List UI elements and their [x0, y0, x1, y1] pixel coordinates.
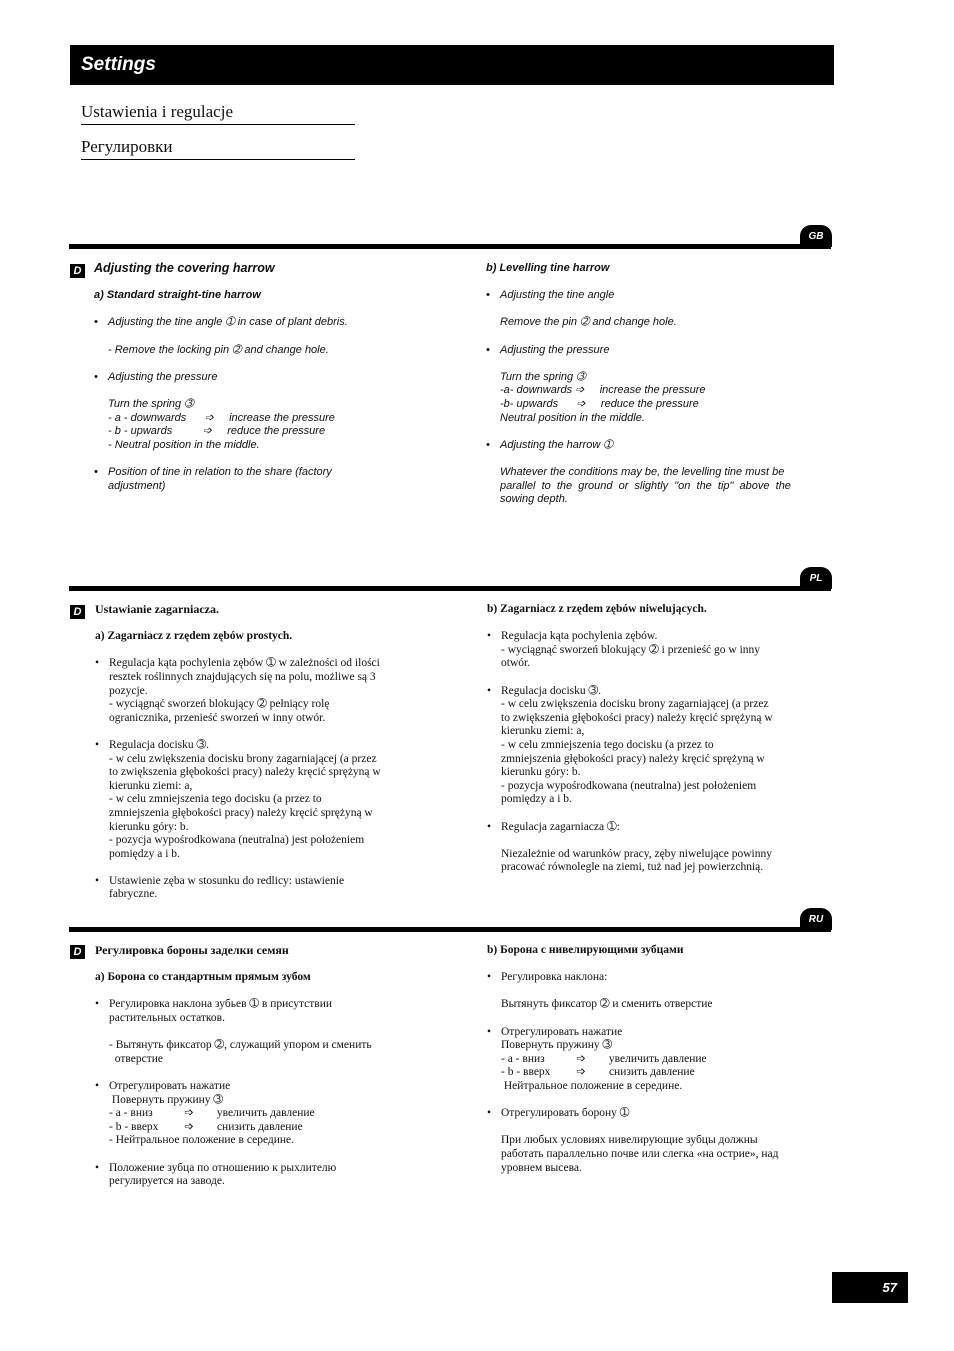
spacer — [94, 276, 394, 290]
text-line: zmniejszenia głębokości pracy) należy kręcić sprężyną w — [501, 752, 765, 765]
text-line: Niezależnie od warunków pracy, zęby niwelujące powinny — [501, 847, 772, 860]
spacer — [95, 725, 425, 739]
section-marker-gb: D — [70, 264, 85, 278]
spacer — [487, 671, 817, 685]
bullet-item — [95, 1162, 425, 1189]
text-line: - pozycja wypośrodkowana (neutralna) jest położeniem — [501, 779, 757, 792]
text-line: - wyciągnąć sworzeń blokujący ➁ pełniący rolę — [109, 698, 330, 711]
bullet-item — [487, 630, 817, 671]
section-rule-ru — [69, 927, 831, 932]
text-line: уровнем высева. — [501, 1161, 582, 1174]
text-line: adjustment) — [108, 479, 166, 492]
subsection-heading: а) Борона со стандартным прямым зубом — [95, 971, 311, 984]
spacer — [486, 303, 811, 317]
text-line: - a - вниз ➩ увеличить давление — [501, 1052, 707, 1065]
text-line: Ustawienie zęba w stosunku do redlicy: ustawienie — [109, 874, 345, 887]
spacer — [487, 834, 817, 848]
text-line: - b - вверх ➩ снизить давление — [501, 1066, 695, 1079]
bullet-icon: • — [486, 438, 490, 451]
text-line: - wyciągnąć sworzeń blokujący ➁ i przenieść go w inny — [501, 643, 761, 656]
bullet-icon: • — [95, 657, 100, 670]
bullet-icon: • — [487, 684, 492, 697]
bullet-item — [487, 1107, 817, 1121]
bullet-icon: • — [94, 370, 98, 383]
text-line: Regulacja docisku ➂. — [501, 684, 602, 697]
spacer — [486, 357, 811, 371]
text-line: - a - вниз ➩ увеличить давление — [109, 1107, 315, 1120]
bullet-item — [487, 685, 817, 807]
bullet-item — [487, 1026, 817, 1094]
spacer — [94, 357, 394, 371]
lang-badge-pl: PL — [800, 567, 832, 589]
text-line: Turn the spring ➂ — [108, 397, 194, 410]
text-block — [487, 1134, 817, 1175]
bullet-icon: • — [95, 1079, 100, 1092]
spacer — [486, 425, 811, 439]
bullet-item — [486, 439, 811, 453]
text-block — [95, 1039, 425, 1066]
text-line: Вытянуть фиксатор ➁ и сменить отверстие — [501, 998, 713, 1011]
text-line: ogranicznika, przenieść sworzeń w inny otwór. — [109, 711, 326, 724]
subtitle-russian: Регулировки — [81, 136, 355, 160]
bullet-item — [94, 466, 394, 493]
subtitle-polish: Ustawienia i regulacje — [81, 101, 355, 125]
gb-left-column — [94, 262, 394, 493]
bullet-item — [486, 289, 811, 303]
text-line: Whatever the conditions may be, the levelling tine must be — [500, 465, 785, 478]
ru-left-column — [95, 944, 425, 1189]
text-line: - b - вверх ➩ снизить давление — [109, 1120, 303, 1133]
spacer — [94, 384, 394, 398]
spacer — [95, 1148, 425, 1162]
spacer — [95, 1026, 425, 1040]
spacer — [487, 985, 817, 999]
text-line: -b- upwards ➩ reduce the pressure — [500, 397, 699, 410]
bullet-item — [94, 371, 394, 385]
text-line: - Нейтральное положение в середине. — [109, 1134, 295, 1147]
text-line: Adjusting the pressure — [108, 370, 218, 383]
spacer — [487, 958, 817, 972]
gb-right-column — [486, 262, 811, 507]
bullet-icon: • — [487, 971, 492, 984]
bullet-icon: • — [95, 874, 100, 887]
text-line: otwór. — [501, 657, 531, 670]
bullet-icon: • — [95, 738, 100, 751]
text-line: Regulacja kąta pochylenia zębów. — [501, 630, 658, 643]
section-rule-gb — [69, 244, 831, 249]
spacer — [487, 1121, 817, 1135]
text-line: - w celu zwiększenia docisku brony zagarniającej (a przez — [501, 698, 769, 711]
text-line: pracować równolegle na ziemi, tuż nad jej powierzchnią. — [501, 861, 764, 874]
text-line: kierunku góry: b. — [109, 820, 189, 833]
spacer — [486, 452, 811, 466]
bullet-icon: • — [95, 1161, 100, 1174]
text-line: pozycje. — [109, 684, 148, 697]
text-line: - Remove the locking pin ➁ and change hole. — [108, 343, 329, 356]
text-line: - w celu zwiększenia docisku brony zagarniającej (a przez — [109, 752, 377, 765]
bullet-icon: • — [487, 820, 492, 833]
text-line: Нейтральное положение в середине. — [501, 1079, 683, 1092]
text-line: Turn the spring ➂ — [500, 370, 586, 383]
text-line: resztek roślinnych znajdujących się na polu, możliwe są 3 — [109, 670, 376, 683]
subsection-heading: a) Zagarniacz z rzędem zębów prostych. — [95, 630, 293, 643]
bullet-icon: • — [487, 1025, 492, 1038]
text-line: - w celu zmniejszenia tego docisku (a przez to — [109, 793, 322, 806]
lang-badge-ru: RU — [800, 908, 832, 930]
spacer — [95, 861, 425, 875]
spacer — [95, 644, 425, 658]
spacer — [94, 452, 394, 466]
page-number: 57 — [832, 1272, 908, 1303]
bullet-item — [95, 1080, 425, 1148]
text-line: pomiędzy a i b. — [109, 847, 180, 860]
bullet-icon: • — [486, 343, 490, 356]
header-bar — [70, 45, 834, 85]
bullet-item — [487, 821, 817, 835]
bullet-item — [94, 316, 394, 330]
section-marker-pl: D — [70, 605, 85, 619]
text-line: Отрегулировать борону ➀ — [501, 1107, 630, 1120]
spacer — [487, 1094, 817, 1108]
text-line: Adjusting the pressure — [500, 343, 610, 356]
text-line: Отрегулировать нажатие — [501, 1025, 623, 1038]
text-line: работать параллельно почве или слегка «на острие», над — [501, 1147, 779, 1160]
spacer — [487, 617, 817, 631]
text-line: Повернуть пружину ➂ — [109, 1093, 224, 1106]
ru-right-column — [487, 944, 817, 1175]
spacer — [487, 1012, 817, 1026]
text-line: При любых условиях нивелирующие зубцы должны — [501, 1134, 758, 1147]
text-block — [94, 344, 394, 358]
text-line: - Neutral position in the middle. — [108, 438, 260, 451]
text-block — [94, 398, 394, 452]
spacer — [486, 330, 811, 344]
text-line: sowing depth. — [500, 493, 568, 506]
text-line: - pozycja wypośrodkowana (neutralna) jest położeniem — [109, 834, 365, 847]
text-line: fabryczne. — [109, 888, 158, 901]
lang-badge-gb: GB — [800, 225, 832, 247]
text-line: Отрегулировать нажатие — [109, 1079, 231, 1092]
text-line: - a - downwards ➩ increase the pressure — [108, 411, 335, 424]
text-line: Adjusting the harrow ➀ — [500, 438, 613, 451]
text-line: Position of tine in relation to the share (factory — [108, 465, 332, 478]
section-marker-ru: D — [70, 945, 85, 959]
section-rule-pl — [69, 586, 831, 591]
text-line: Neutral position in the middle. — [500, 411, 645, 424]
bullet-item — [95, 657, 425, 725]
text-block — [486, 466, 811, 507]
text-line: - Вытянуть фиксатор ➁, служащий упором и сменить — [109, 1039, 372, 1052]
text-line: Remove the pin ➁ and change hole. — [500, 316, 677, 329]
bullet-item — [95, 739, 425, 861]
text-line: - w celu zmniejszenia tego docisku (a przez to — [501, 738, 714, 751]
bullet-icon: • — [487, 1107, 492, 1120]
text-block — [486, 371, 811, 425]
bullet-item — [95, 875, 425, 902]
bullet-icon: • — [486, 289, 490, 302]
spacer — [486, 276, 811, 290]
section-heading: Регулировка бороны заделки семян — [95, 943, 289, 957]
bullet-icon: • — [94, 316, 98, 329]
text-line: Регулировка наклона: — [501, 971, 608, 984]
header-title: Settings — [81, 54, 156, 75]
text-line: отверстие — [109, 1052, 163, 1065]
text-line: Adjusting the tine angle ➀ in case of plant debris. — [108, 316, 348, 329]
text-line: -a- downwards ➩ increase the pressure — [500, 384, 706, 397]
subsection-heading: b) Борона с нивелирующими зубцами — [487, 944, 684, 956]
text-line: Adjusting the tine angle — [500, 289, 615, 302]
spacer — [94, 303, 394, 317]
text-line: Повернуть пружину ➂ — [501, 1039, 613, 1052]
pl-right-column — [487, 603, 817, 875]
text-line: растительных остатков. — [109, 1011, 225, 1024]
pl-left-column — [95, 603, 425, 902]
spacer — [95, 958, 425, 972]
text-line: to zwiększenia głębokości pracy) należy kręcić sprężyną w — [109, 766, 381, 779]
text-block — [487, 848, 817, 875]
text-line: Положение зубца по отношению к рыхлителю — [109, 1161, 337, 1174]
text-line: to zwiększenia głębokości pracy) należy kręcić sprężyną w — [501, 711, 773, 724]
text-line: Регулировка наклона зубьев ➀ в присутствии — [109, 998, 333, 1011]
text-block — [487, 998, 817, 1012]
text-line: - b - upwards ➩ reduce the pressure — [108, 425, 326, 438]
text-line: kierunku ziemi: a, — [109, 779, 193, 792]
spacer — [95, 617, 425, 631]
text-line: parallel to the ground or slightly "on the tip" above the — [500, 479, 791, 492]
spacer — [94, 330, 394, 344]
text-line: zmniejszenia głębokości pracy) należy kręcić sprężyną w — [109, 806, 373, 819]
spacer — [95, 1066, 425, 1080]
bullet-item — [486, 344, 811, 358]
text-line: kierunku góry: b. — [501, 766, 581, 779]
subsection-heading: b) Levelling tine harrow — [486, 262, 610, 274]
text-line: регулируется на заводе. — [109, 1175, 225, 1188]
spacer — [95, 985, 425, 999]
section-heading: Ustawianie zagarniacza. — [95, 602, 219, 616]
text-line: pomiędzy a i b. — [501, 793, 572, 806]
text-line: kierunku ziemi: a, — [501, 725, 585, 738]
bullet-item — [487, 971, 817, 985]
bullet-icon: • — [487, 630, 492, 643]
text-block — [486, 316, 811, 330]
section-heading: Adjusting the covering harrow — [94, 261, 275, 275]
bullet-icon: • — [95, 998, 100, 1011]
subsection-heading: a) Standard straight-tine harrow — [94, 289, 261, 302]
text-line: Regulacja zagarniacza ➀: — [501, 820, 620, 833]
text-line: Regulacja kąta pochylenia zębów ➀ w zależności od ilości — [109, 657, 380, 670]
bullet-item — [95, 998, 425, 1025]
bullet-icon: • — [94, 465, 98, 478]
subsection-heading: b) Zagarniacz z rzędem zębów niwelujących. — [487, 603, 707, 615]
text-line: Regulacja docisku ➂. — [109, 738, 210, 751]
spacer — [487, 807, 817, 821]
